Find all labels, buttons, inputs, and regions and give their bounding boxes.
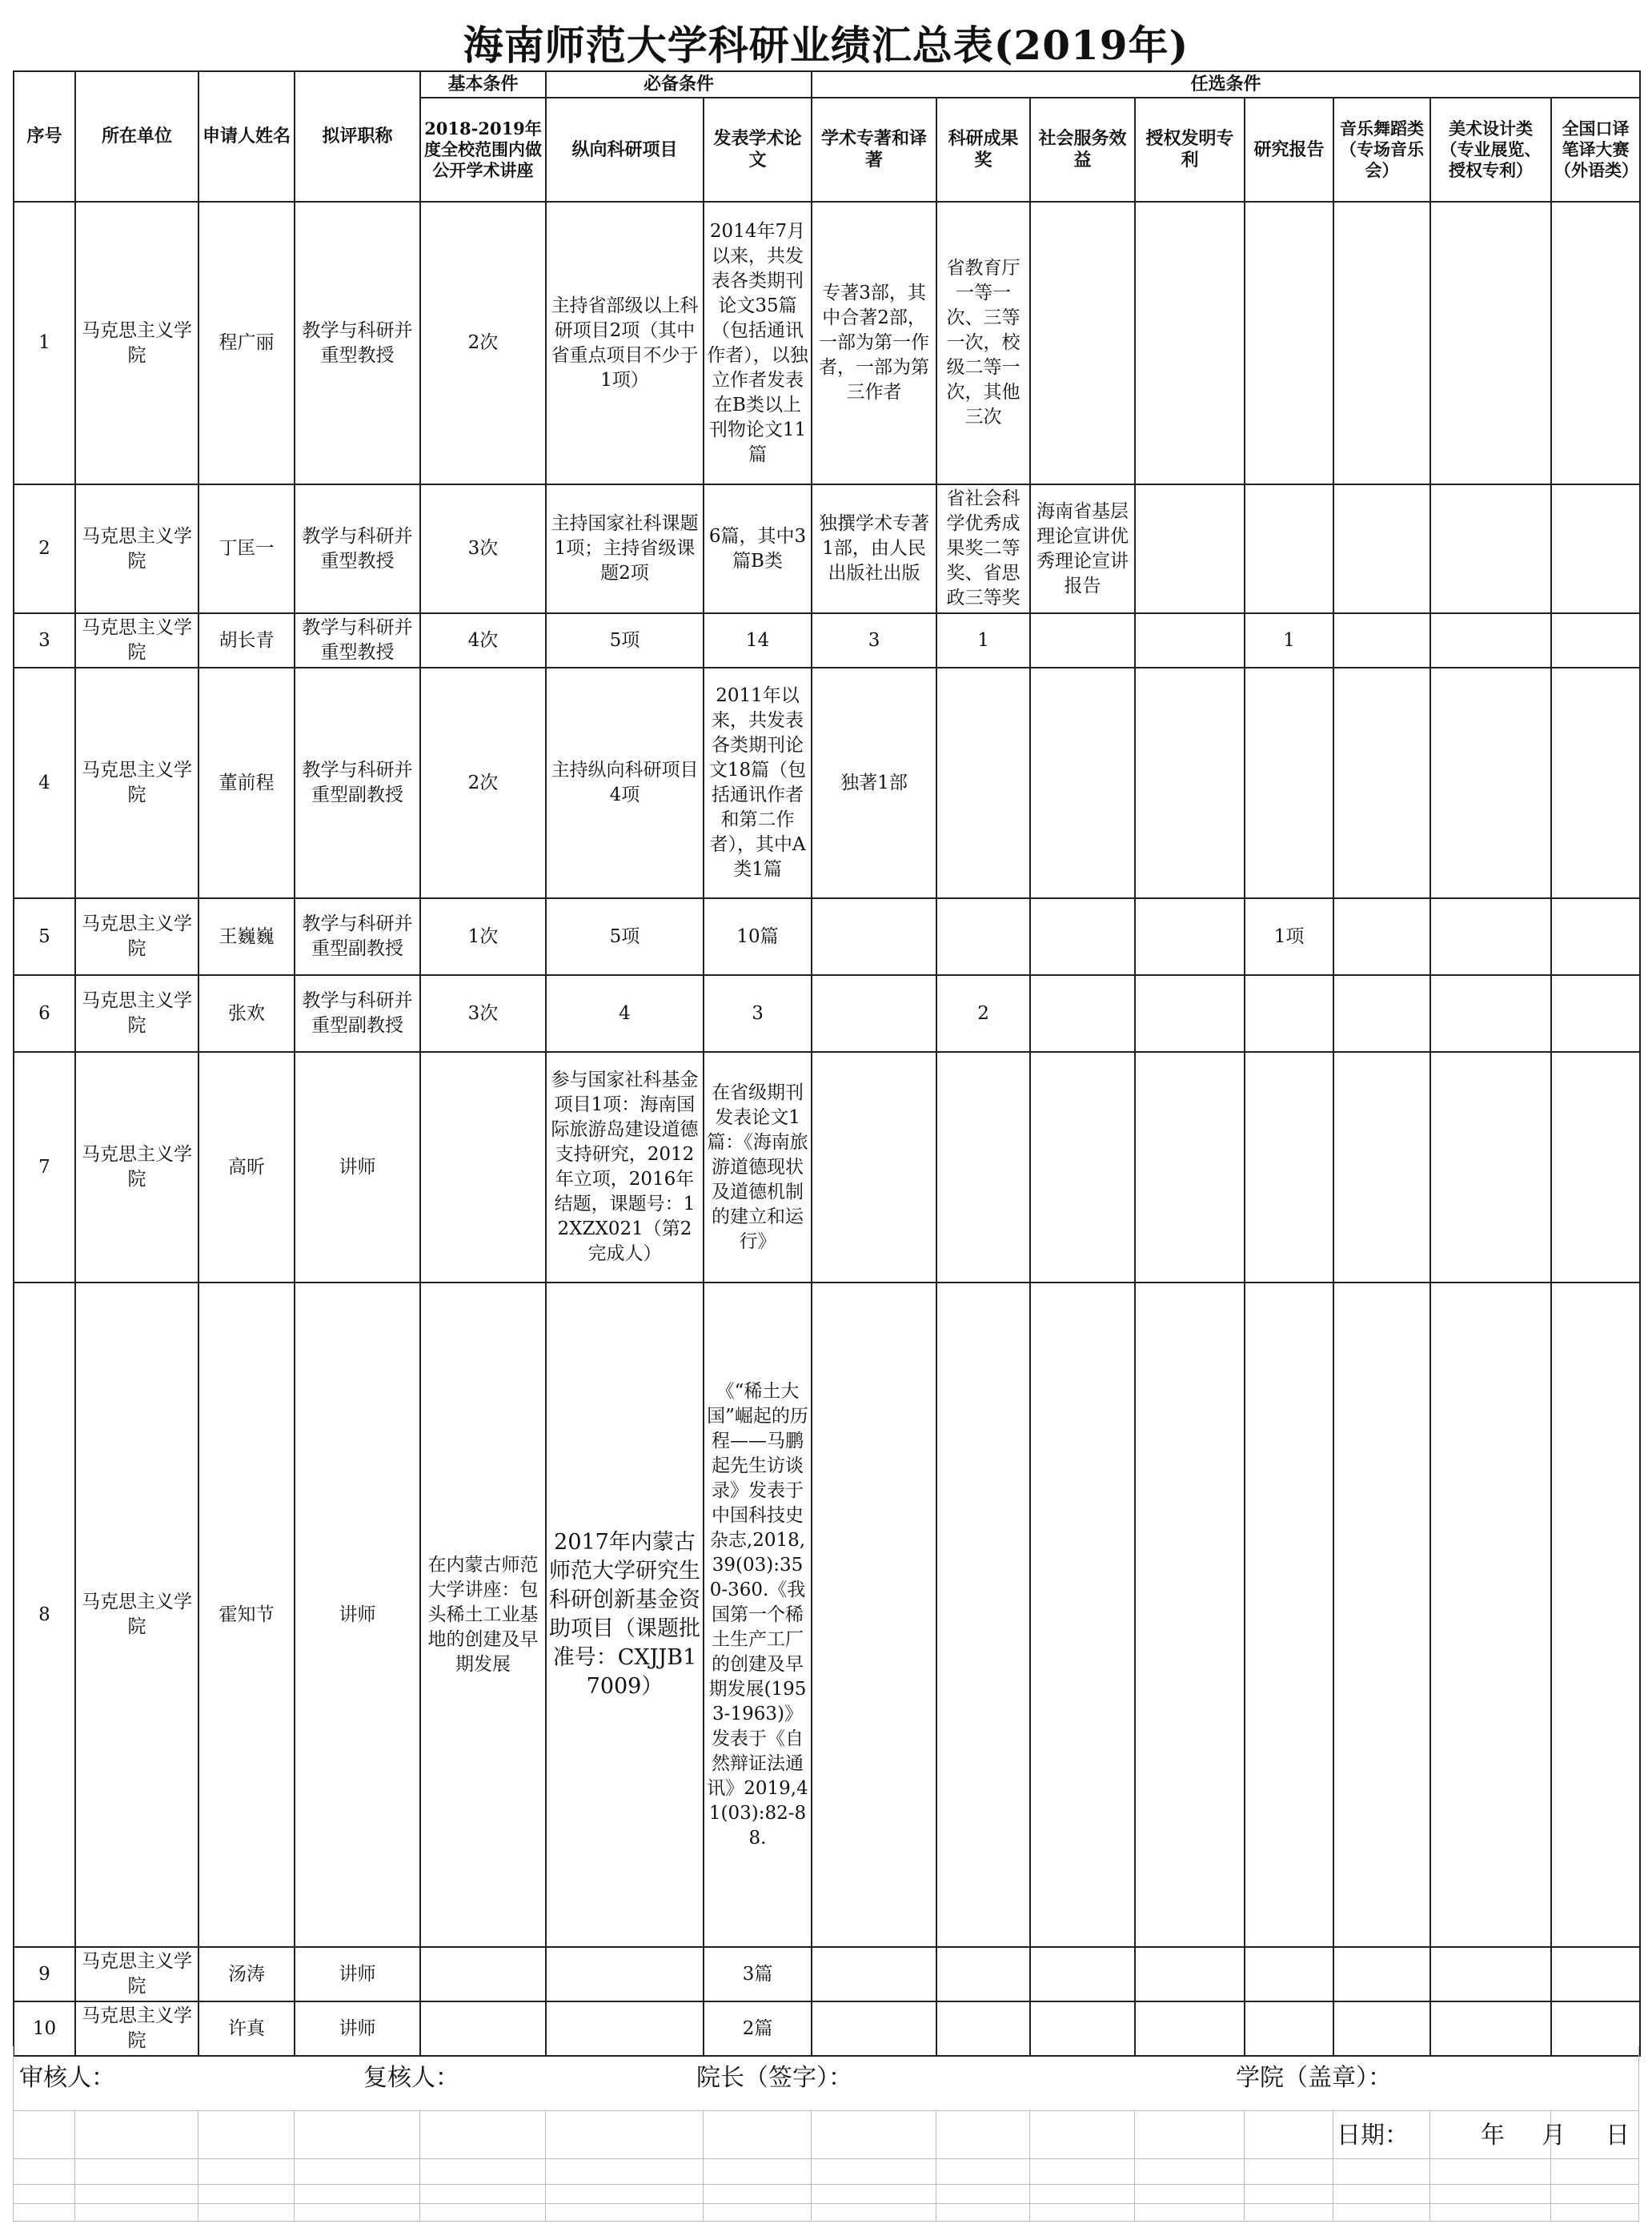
cell-name: 许真	[198, 2001, 295, 2056]
cell-music	[1333, 1052, 1430, 1283]
cell-translate	[1551, 668, 1640, 898]
cell-music	[1333, 975, 1430, 1052]
cell-project: 主持纵向科研项目4项	[546, 668, 704, 898]
cell-seq: 8	[14, 1283, 75, 1947]
cell-award	[936, 1947, 1030, 2001]
cell-award: 省教育厅一等一次、三等一次，校级二等一次，其他三次	[936, 202, 1030, 484]
cell-name: 王巍巍	[198, 898, 295, 975]
cell-name: 张欢	[198, 975, 295, 1052]
cell-award	[936, 668, 1030, 898]
cell-rank: 教学与科研并重型教授	[295, 613, 420, 668]
cell-translate	[1551, 484, 1640, 613]
footer-rule	[13, 2203, 1639, 2204]
cell-project: 2017年内蒙古师范大学研究生科研创新基金资助项目（课题批准号：CXJJB17009）	[546, 1283, 704, 1947]
header-rank: 拟评职称	[295, 71, 420, 202]
header-service: 社会服务效益	[1030, 98, 1135, 202]
cell-award: 2	[936, 975, 1030, 1052]
cell-unit: 马克思主义学院	[75, 484, 198, 613]
cell-book	[812, 1283, 936, 1947]
cell-book	[812, 1947, 936, 2001]
date-day: 日	[1606, 2122, 1630, 2150]
footer-rule	[13, 2184, 1639, 2185]
cell-paper: 14	[704, 613, 812, 668]
cell-project: 参与国家社科基金项目1项：海南国际旅游岛建设道德支持研究，2012年立项，2016年结题，课题号：12XZX021（第2完成人）	[546, 1052, 704, 1283]
cell-rank: 讲师	[295, 1052, 420, 1283]
cell-music	[1333, 484, 1430, 613]
header-seq: 序号	[14, 71, 75, 202]
cell-rank: 教学与科研并重型副教授	[295, 898, 420, 975]
cell-rank: 教学与科研并重型副教授	[295, 668, 420, 898]
footer-divider	[294, 2110, 295, 2221]
cell-project: 5项	[546, 898, 704, 975]
date-label: 日期：	[1337, 2122, 1409, 2150]
cell-art	[1430, 668, 1551, 898]
cell-award	[936, 898, 1030, 975]
date-month: 月	[1542, 2122, 1566, 2150]
cell-seq: 5	[14, 898, 75, 975]
header-lecture: 2018-2019年度全校范围内做公开学术讲座	[420, 98, 546, 202]
cell-lecture	[420, 1052, 546, 1283]
date-year: 年	[1481, 2122, 1505, 2150]
group-basic: 基本条件	[420, 71, 546, 98]
header-award: 科研成果奖	[936, 98, 1030, 202]
cell-book	[812, 1052, 936, 1283]
cell-music	[1333, 1283, 1430, 1947]
cell-translate	[1551, 975, 1640, 1052]
footer-rule	[13, 2110, 1639, 2111]
cell-translate	[1551, 898, 1640, 975]
cell-art	[1430, 975, 1551, 1052]
cell-service: 海南省基层理论宣讲优秀理论宣讲报告	[1030, 484, 1135, 613]
cell-art	[1430, 1052, 1551, 1283]
cell-service	[1030, 668, 1135, 898]
header-art: 美术设计类（专业展览、授权专利）	[1430, 98, 1551, 202]
cell-patent	[1135, 202, 1245, 484]
cell-seq: 1	[14, 202, 75, 484]
footer-divider	[1429, 2110, 1430, 2221]
cell-rank: 教学与科研并重型教授	[295, 202, 420, 484]
dean-signature-label: 院长（签字）：	[696, 2064, 852, 2092]
cell-unit: 马克思主义学院	[75, 975, 198, 1052]
cell-art	[1430, 484, 1551, 613]
header-paper: 发表学术论文	[704, 98, 812, 202]
cell-service	[1030, 898, 1135, 975]
cell-award	[936, 1283, 1030, 1947]
cell-project: 主持国家社科课题1项；主持省级课题2项	[546, 484, 704, 613]
cell-service	[1030, 613, 1135, 668]
cell-award: 省社会科学优秀成果奖二等奖、省思政三等奖	[936, 484, 1030, 613]
cell-project: 5项	[546, 613, 704, 668]
cell-unit: 马克思主义学院	[75, 613, 198, 668]
table-row	[14, 1283, 1640, 1947]
cell-patent	[1135, 1052, 1245, 1283]
cell-lecture: 3次	[420, 975, 546, 1052]
cell-name: 程广丽	[198, 202, 295, 484]
cell-name: 董前程	[198, 668, 295, 898]
cell-art	[1430, 613, 1551, 668]
table-row	[14, 613, 1640, 668]
cell-book	[812, 975, 936, 1052]
cell-translate	[1551, 1283, 1640, 1947]
cell-paper: 在省级期刊发表论文1篇：《海南旅游道德现状及道德机制的建立和运行》	[704, 1052, 812, 1283]
cell-name: 汤涛	[198, 1947, 295, 2001]
cell-paper: 2011年以来，共发表各类期刊论文18篇（包括通讯作者和第二作者），其中A类1篇	[704, 668, 812, 898]
cell-award	[936, 1052, 1030, 1283]
footer-divider	[545, 2110, 546, 2221]
table-row	[14, 484, 1640, 613]
cell-service	[1030, 1283, 1135, 1947]
header-unit: 所在单位	[75, 71, 198, 202]
cell-unit: 马克思主义学院	[75, 2001, 198, 2056]
cell-seq: 9	[14, 1947, 75, 2001]
cell-paper: 2014年7月以来，共发表各类期刊论文35篇（包括通讯作者），以独立作者发表在B类以上刊物论文11篇	[704, 202, 812, 484]
header-music: 音乐舞蹈类（专场音乐会）	[1333, 98, 1430, 202]
cell-music	[1333, 613, 1430, 668]
footer-divider	[1244, 2110, 1245, 2221]
cell-unit: 马克思主义学院	[75, 1052, 198, 1283]
cell-patent	[1135, 484, 1245, 613]
cell-project	[546, 1947, 704, 2001]
cell-name: 霍知节	[198, 1283, 295, 1947]
footer-rule	[13, 2158, 1639, 2159]
cell-lecture: 在内蒙古师范大学讲座：包头稀土工业基地的创建及早期发展	[420, 1283, 546, 1947]
cell-paper: 3篇	[704, 1947, 812, 2001]
header-project: 纵向科研项目	[546, 98, 704, 202]
cell-name: 丁匡一	[198, 484, 295, 613]
cell-book: 独撰学术专著1部，由人民出版社出版	[812, 484, 936, 613]
cell-patent	[1135, 975, 1245, 1052]
cell-award: 1	[936, 613, 1030, 668]
cell-patent	[1135, 668, 1245, 898]
cell-report: 1项	[1245, 898, 1333, 975]
footer-divider	[811, 2110, 812, 2221]
cell-rank: 讲师	[295, 2001, 420, 2056]
rechecker-label: 复核人：	[363, 2064, 459, 2092]
cell-paper: 《“稀土大国”崛起的历程——马鹏起先生访谈录》发表于中国科技史杂志,2018,39(03):350-360.《我国第一个稀土生产工厂的创建及早期发展(1953-1963)》发表于《自然辩证法通讯》2019,41(03):82-88.	[704, 1283, 812, 1947]
reviewer-label: 审核人：	[19, 2064, 115, 2092]
cell-report	[1245, 668, 1333, 898]
cell-seq: 3	[14, 613, 75, 668]
cell-art	[1430, 898, 1551, 975]
header-name: 申请人姓名	[198, 71, 295, 202]
cell-seq: 4	[14, 668, 75, 898]
cell-paper: 2篇	[704, 2001, 812, 2056]
cell-report	[1245, 484, 1333, 613]
header-book: 学术专著和译著	[812, 98, 936, 202]
cell-translate	[1551, 1052, 1640, 1283]
cell-paper: 10篇	[704, 898, 812, 975]
cell-patent	[1135, 898, 1245, 975]
cell-rank: 教学与科研并重型副教授	[295, 975, 420, 1052]
table-row	[14, 668, 1640, 898]
cell-report	[1245, 975, 1333, 1052]
cell-music	[1333, 202, 1430, 484]
cell-unit: 马克思主义学院	[75, 668, 198, 898]
table-row	[14, 1052, 1640, 1283]
cell-translate	[1551, 613, 1640, 668]
cell-rank: 讲师	[295, 1947, 420, 2001]
cell-rank: 教学与科研并重型教授	[295, 484, 420, 613]
achievement-table	[13, 70, 1641, 2057]
cell-lecture: 3次	[420, 484, 546, 613]
cell-rank: 讲师	[295, 1283, 420, 1947]
cell-project: 主持省部级以上科研项目2项（其中省重点项目不少于1项）	[546, 202, 704, 484]
cell-lecture: 2次	[420, 202, 546, 484]
group-required: 必备条件	[546, 71, 812, 98]
cell-paper: 6篇，其中3篇B类	[704, 484, 812, 613]
cell-seq: 7	[14, 1052, 75, 1283]
footer-divider	[703, 2110, 704, 2221]
cell-unit: 马克思主义学院	[75, 1947, 198, 2001]
college-seal-label: 学院（盖章）：	[1236, 2064, 1392, 2092]
cell-seq: 10	[14, 2001, 75, 2056]
cell-report	[1245, 202, 1333, 484]
cell-name: 胡长青	[198, 613, 295, 668]
footer-divider	[1029, 2110, 1030, 2221]
footer-divider	[74, 2110, 75, 2221]
table-row	[14, 1947, 1640, 2001]
table-row	[14, 898, 1640, 975]
cell-translate	[1551, 1947, 1640, 2001]
cell-project: 4	[546, 975, 704, 1052]
group-optional: 任选条件	[812, 71, 1640, 98]
cell-unit: 马克思主义学院	[75, 1283, 198, 1947]
cell-music	[1333, 898, 1430, 975]
cell-lecture: 2次	[420, 668, 546, 898]
cell-report: 1	[1245, 613, 1333, 668]
cell-seq: 6	[14, 975, 75, 1052]
footer-divider	[419, 2110, 420, 2221]
header-report: 研究报告	[1245, 98, 1333, 202]
page-title: 海南师范大学科研业绩汇总表(2019年)	[463, 22, 1189, 69]
header-patent: 授权发明专利	[1135, 98, 1245, 202]
cell-patent	[1135, 1947, 1245, 2001]
cell-unit: 马克思主义学院	[75, 202, 198, 484]
cell-seq: 2	[14, 484, 75, 613]
cell-art	[1430, 202, 1551, 484]
cell-report	[1245, 1283, 1333, 1947]
cell-book	[812, 898, 936, 975]
cell-lecture: 4次	[420, 613, 546, 668]
cell-service	[1030, 202, 1135, 484]
cell-lecture	[420, 1947, 546, 2001]
cell-art	[1430, 1947, 1551, 2001]
cell-name: 高昕	[198, 1052, 295, 1283]
cell-paper: 3	[704, 975, 812, 1052]
cell-service	[1030, 975, 1135, 1052]
cell-patent	[1135, 1283, 1245, 1947]
cell-report	[1245, 1052, 1333, 1283]
cell-book: 专著3部，其中合著2部，一部为第一作者，一部为第三作者	[812, 202, 936, 484]
cell-art	[1430, 1283, 1551, 1947]
signature-footer	[13, 2046, 1639, 2222]
table-row	[14, 975, 1640, 1052]
cell-book: 3	[812, 613, 936, 668]
cell-service	[1030, 1052, 1135, 1283]
cell-lecture: 1次	[420, 898, 546, 975]
footer-divider	[1134, 2110, 1135, 2221]
cell-music	[1333, 668, 1430, 898]
cell-unit: 马克思主义学院	[75, 898, 198, 975]
cell-report	[1245, 1947, 1333, 2001]
cell-music	[1333, 1947, 1430, 2001]
cell-service	[1030, 1947, 1135, 2001]
header-translate: 全国口译笔译大赛（外语类）	[1551, 98, 1640, 202]
table-row	[14, 202, 1640, 484]
cell-patent	[1135, 613, 1245, 668]
cell-book: 独著1部	[812, 668, 936, 898]
cell-translate	[1551, 202, 1640, 484]
